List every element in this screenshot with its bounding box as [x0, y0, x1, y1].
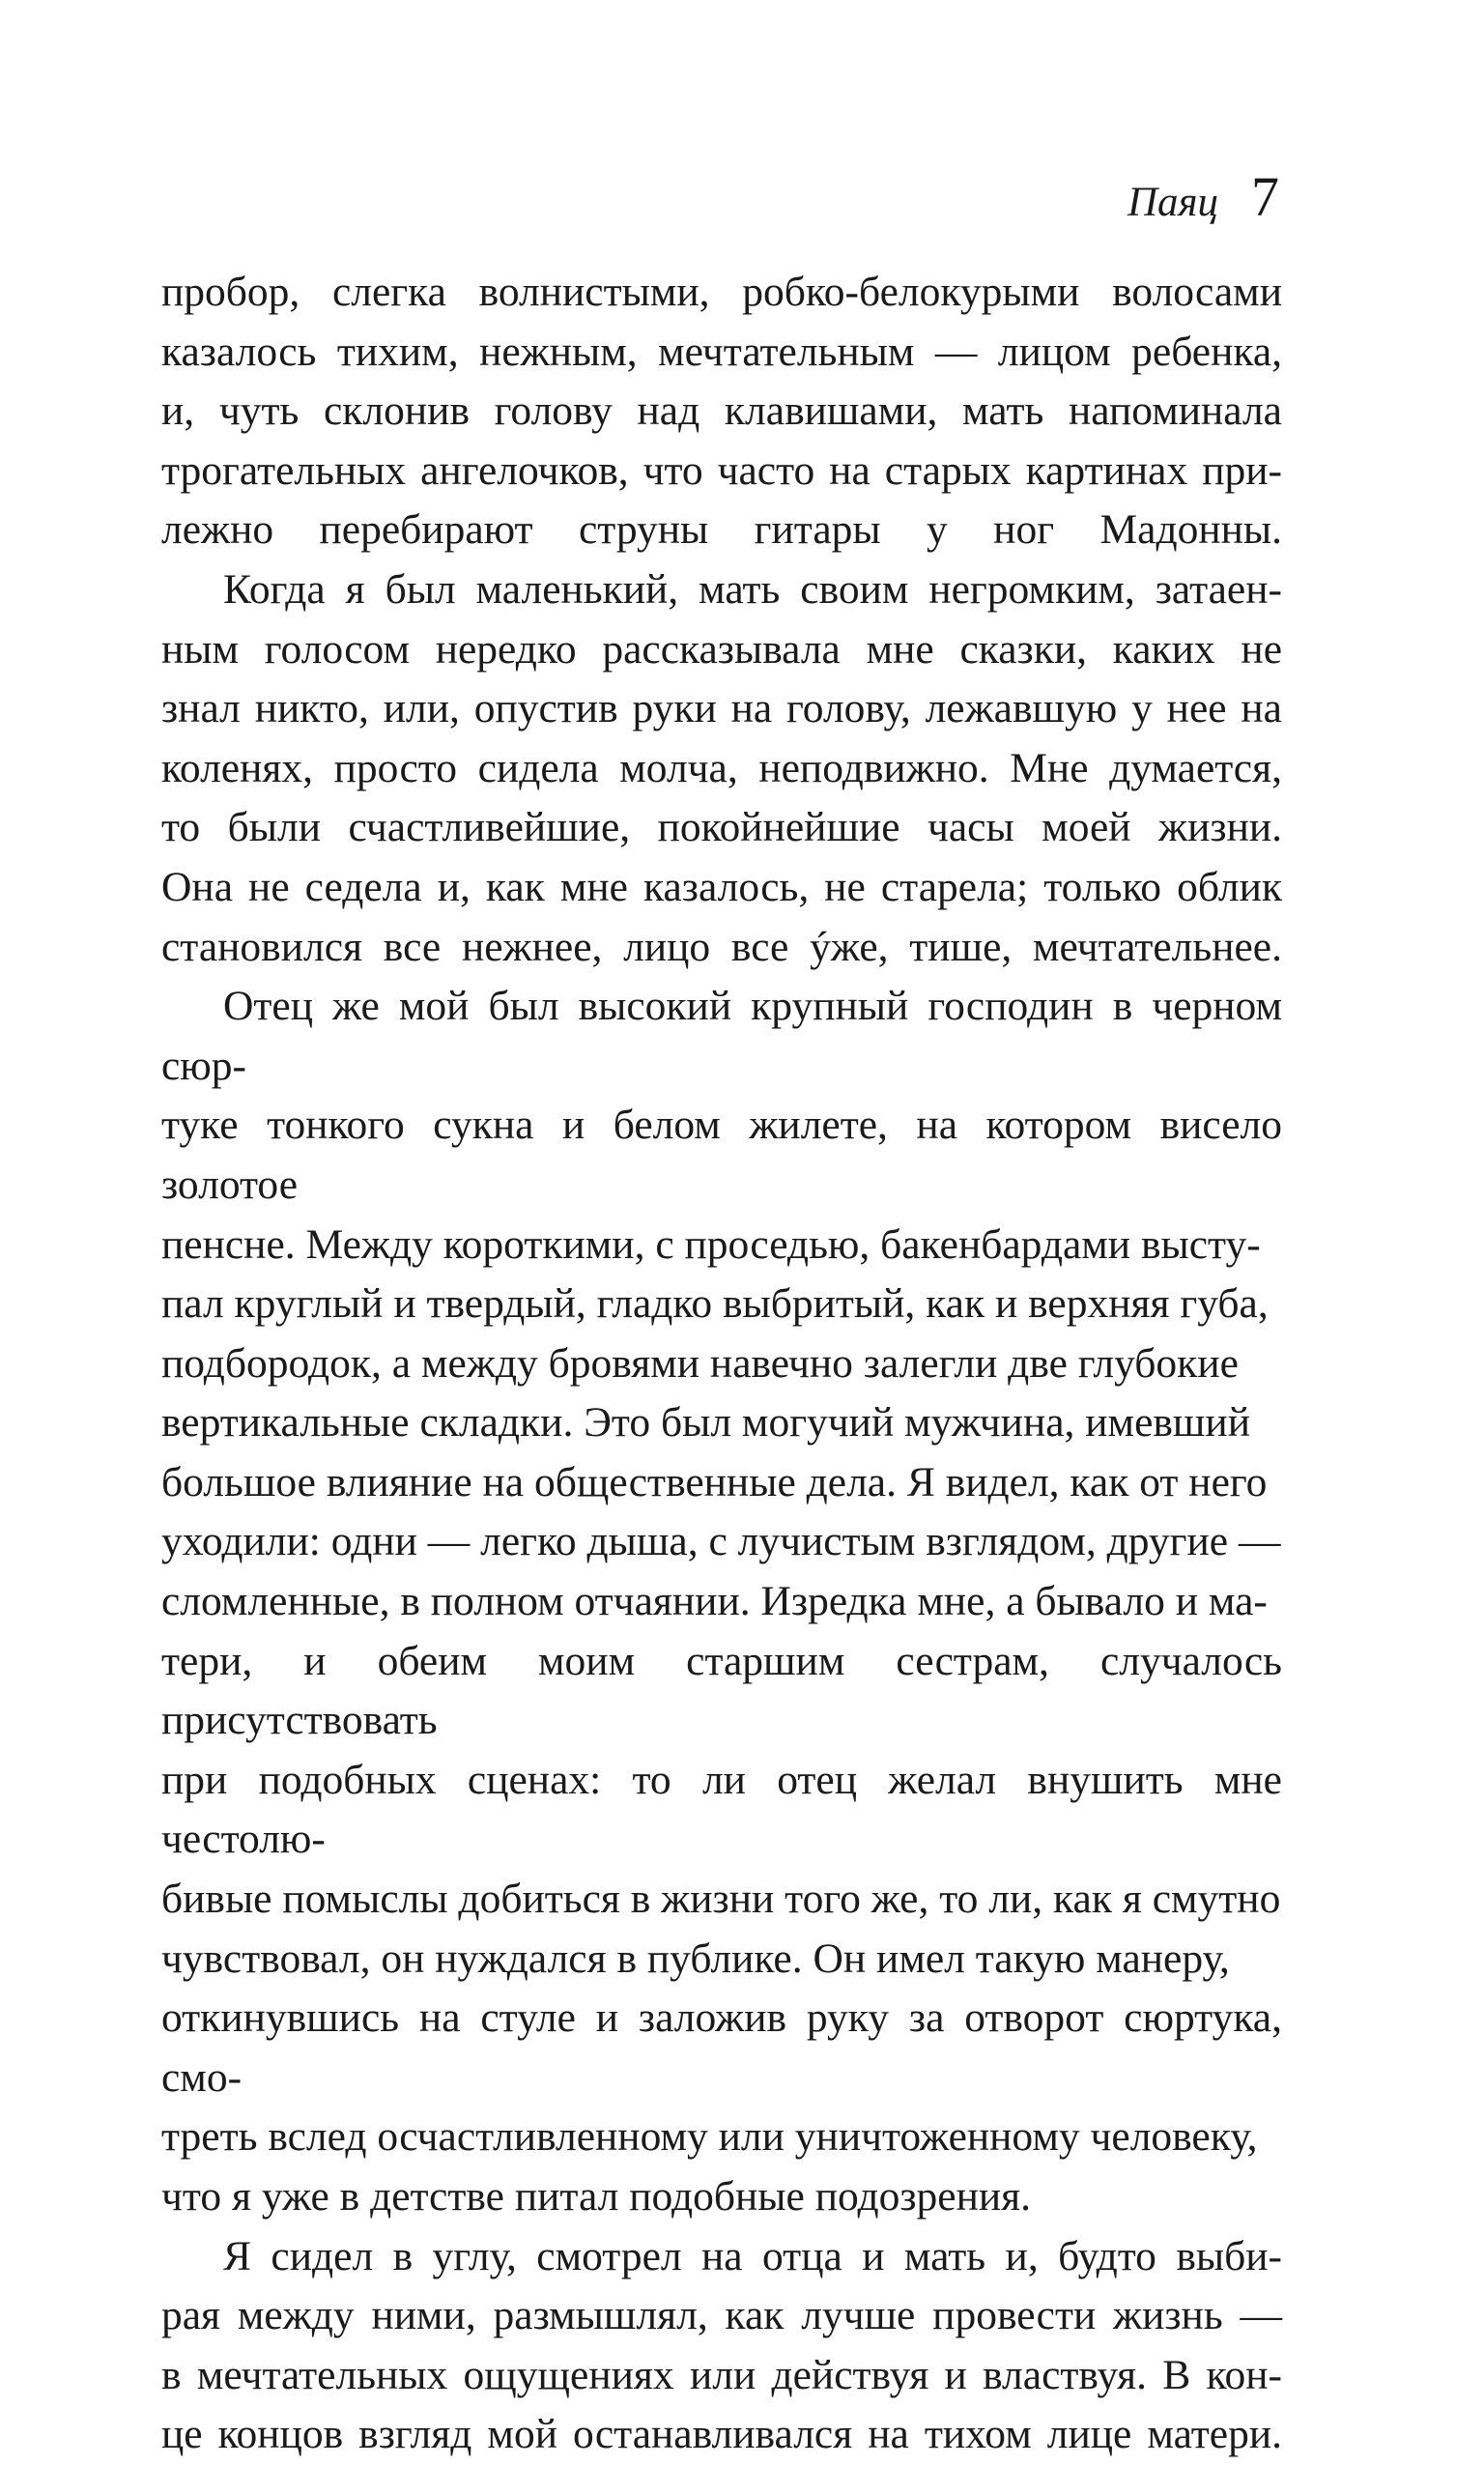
paragraph-3: Отец же мой был высокий крупный господин в черном сюр- туке тонкого сукна и белом жилете, на котором висело золотое пенсне. Между короткими, с проседью, бакенбардами высту- пал круглый и твердый, гладко выбритый, как и верхняя губа, подбородок, а между бровями навечно залегли две глубокие вертикальные складки. Это был могучий мужчина, имевший большое влияние на общественные дела. Я видел, как от него уходили: одни — легко дыша, с лучистым взглядом, другие — сломленные, в полном отчаянии. Изредка мне, а бывало и ма- тери, и обеим моим старшим сестрам, случалось присутствовать при подобных сценах: то ли отец желал внушить мне честолю- бивые помыслы добиться в жизни того же, то ли, как я смутно чувствовал, он нуждался в публике. Он имел такую манеру, откинувшись на стуле и заложив руку за отворот сюртука, смо- треть вслед осчастливленному или уничтоженному человеку, что я уже в детстве питал подобные подозрения.: [161, 983, 1282, 2220]
page-number: 7: [1251, 165, 1279, 228]
body-text: [161, 263, 1282, 2465]
running-head: [1127, 164, 1279, 229]
paragraph-1: пробор, слегка волнистыми, робко-белокурыми волосами казалось тихим, нежным, мечтательным — лицом ребенка, и, чуть склонив голову над клавишами, мать напоминала трогательных ангелочков, что часто на старых картинах при- лежно перебирают струны гитары у ног Мадонны.: [161, 269, 1282, 554]
paragraph-2: Когда я был маленький, мать своим негромким, затаен- ным голосом нередко рассказывала мне сказки, каких не знал никто, или, опустив руки на голову, лежавшую у нее на коленях, просто сидела молча, неподвижно. Мне думается, то были счастливейшие, покойнейшие часы моей жизни. Она не седела и, как мне казалось, не старела; только облик становился все нежнее, лицо все ýже, тише, мечтательнее.: [161, 565, 1282, 970]
running-title: Паяц: [1127, 180, 1218, 225]
paragraph-4: Я сидел в углу, смотрел на отца и мать и, будто выби- рая между ними, размышлял, как лучше провести жизнь — в мечтательных ощущениях или действуя и властвуя. В кон- це концов взгляд мой останавливался на тихом лице матери.: [161, 2232, 1282, 2458]
